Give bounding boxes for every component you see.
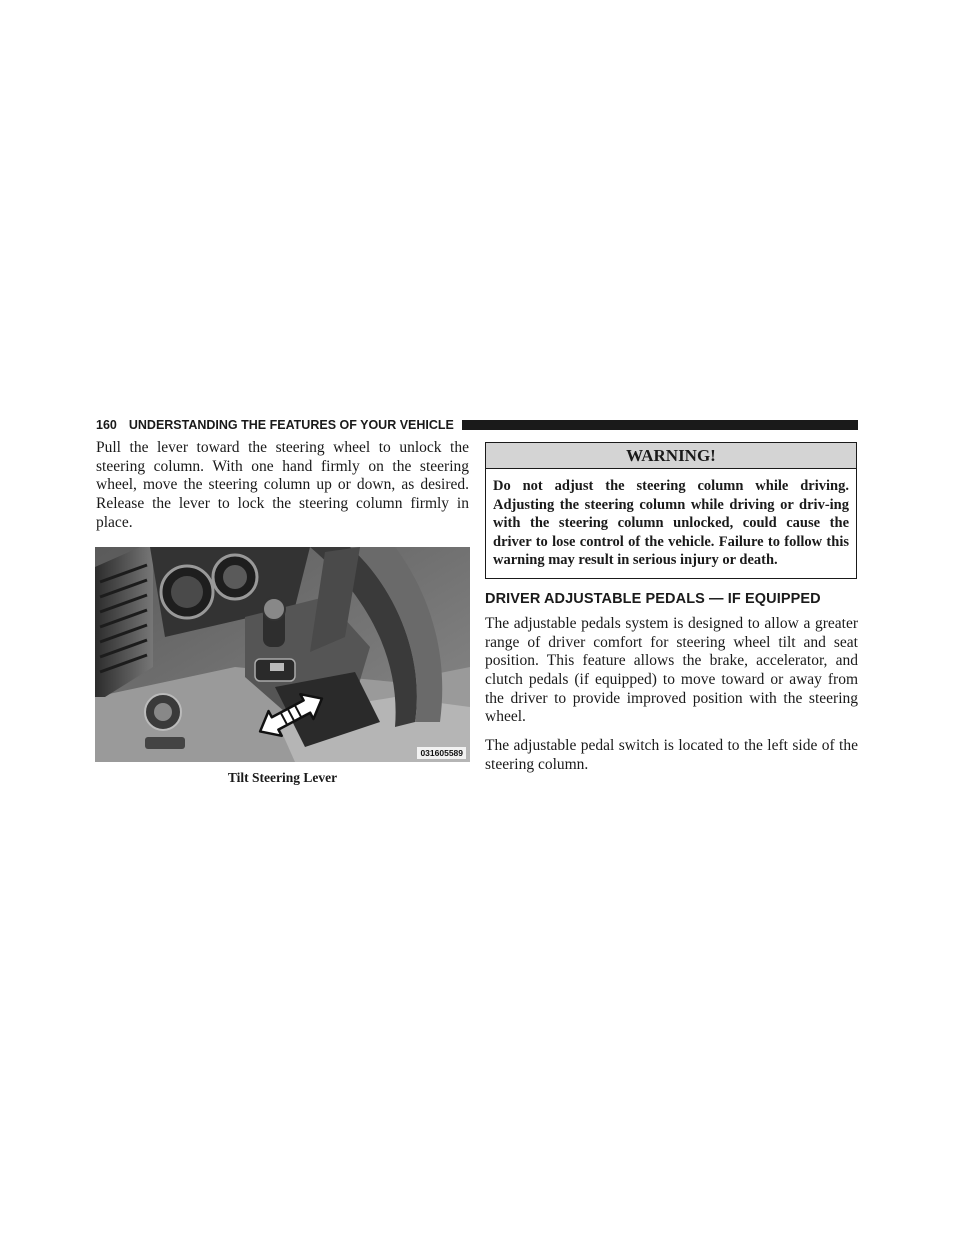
left-column xyxy=(96,439,469,786)
tilt-steering-lever-illustration xyxy=(95,547,470,762)
warning-text: Do not adjust the steering column while driving. Adjusting the steering column while driving or driv-ing with the steering column unlocked, could cause the driver to lose control of the vehicle. Failure to follow this warning may result in serious injury or death. xyxy=(493,478,849,569)
header-rule xyxy=(462,420,858,430)
pedal-switch-location: The adjustable pedal switch is located to the left side of the steering column. xyxy=(485,737,858,773)
warning-box xyxy=(485,442,857,579)
warning-heading: WARNING! xyxy=(486,443,856,469)
page-header xyxy=(96,417,858,433)
tilt-instructions: Pull the lever toward the steering wheel to unlock the steering column. With one hand firmly on the steering wheel, move the steering column up or down, as desired. Release the lever to lock the steering column firmly in place. xyxy=(96,439,469,531)
page-number: 160 xyxy=(96,418,117,432)
chapter-title: UNDERSTANDING THE FEATURES OF YOUR VEHICLE xyxy=(128,418,454,432)
section-title: DRIVER ADJUSTABLE PEDALS — IF EQUIPPED xyxy=(485,590,821,607)
figure-caption: Tilt Steering Lever xyxy=(227,769,338,785)
figure-code: 031605589 xyxy=(417,747,466,759)
pedals-description: The adjustable pedals system is designed to allow a greater range of driver comfort for steering wheel tilt and seat position. This feature allows the brake, accelerator, and clutch pedals (if equipped) to move toward or away from the driver to provide improved position with the steering wheel. xyxy=(485,614,858,726)
right-column xyxy=(485,442,858,775)
